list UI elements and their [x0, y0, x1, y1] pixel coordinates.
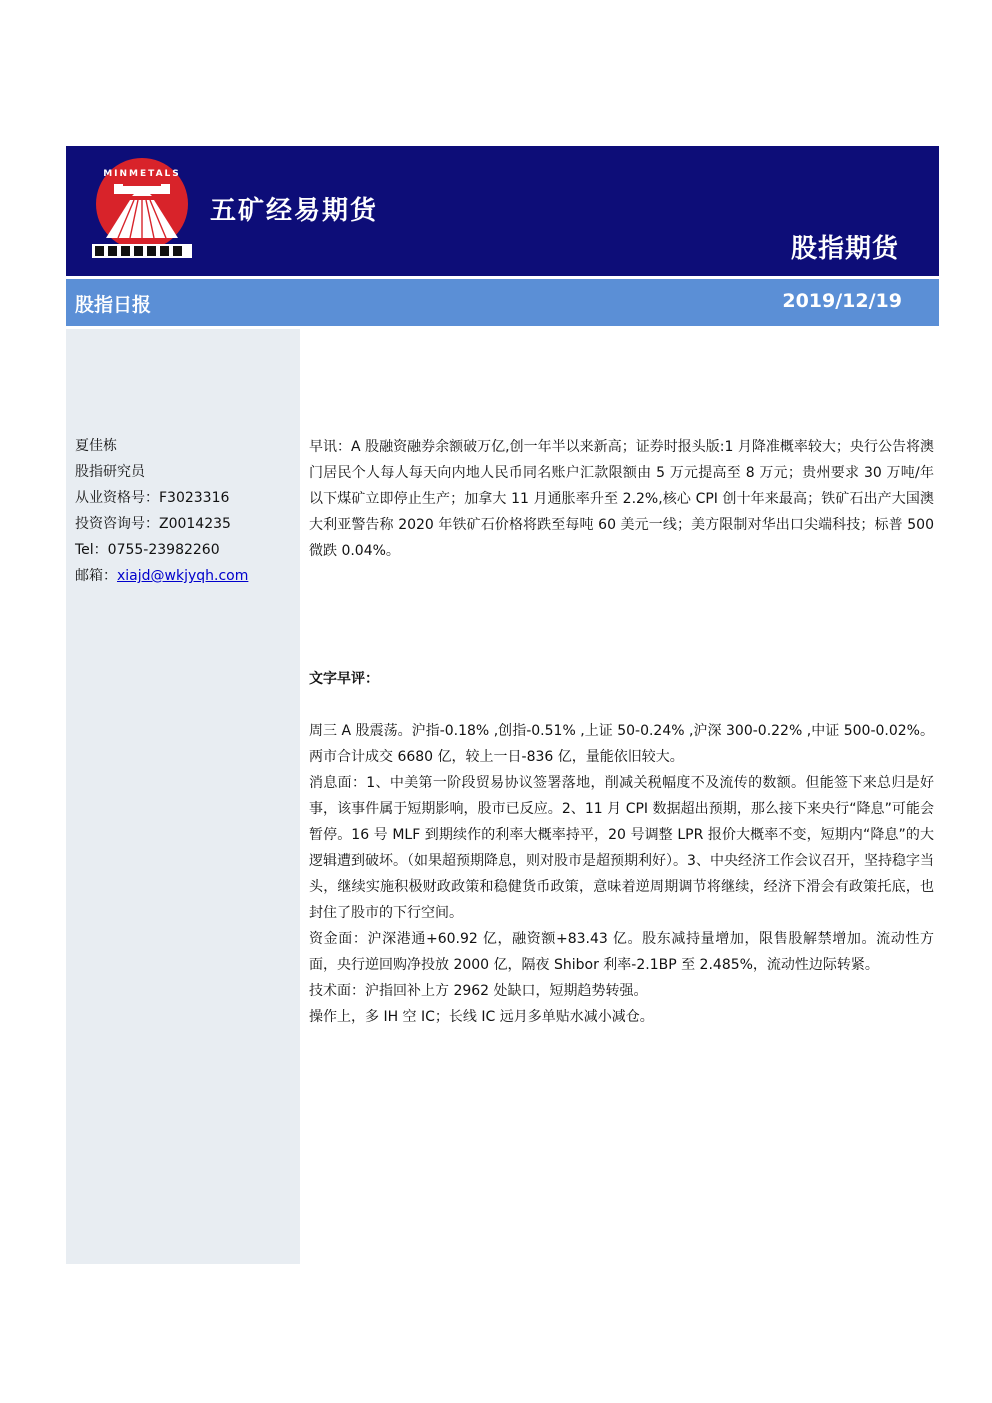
- author-name: 夏佳栋: [75, 438, 117, 454]
- header-banner: [66, 146, 939, 276]
- comment-title: 文字早评：: [309, 671, 379, 687]
- comment-paragraph: 技术面：沪指回补上方 2962 处缺口，短期趋势转强。: [309, 983, 648, 999]
- author-title: 股指研究员: [75, 464, 145, 480]
- email-label: 邮箱：: [75, 568, 117, 584]
- author-email-row: [75, 563, 248, 589]
- report-subbar: [66, 279, 939, 326]
- comment-paragraph: 资金面：沪深港通+60.92 亿，融资额+83.43 亿。股东减持量增加，限售股解禁增加。流动性方面，央行逆回购净投放 2000 亿，隔夜 Shibor 利率-2.1BP 至 2.485%，流动性边际转紧。: [309, 931, 934, 973]
- author-consulting-number: 投资咨询号：Z0014235: [75, 516, 231, 532]
- comment-paragraph: 操作上，多 IH 空 IC；长线 IC 远月多单贴水减小减仓。: [309, 1009, 654, 1025]
- comment-paragraph: 周三 A 股震荡。沪指-0.18% ,创指-0.51% ,上证 50-0.24% ,沪深 300-0.22% ,中证 500-0.02%。两市合计成交 6680 亿，较上一日-836 亿，量能依旧较大。: [309, 723, 934, 765]
- morning-comment: [309, 718, 934, 1030]
- report-date: 2019/12/19: [782, 290, 902, 312]
- minmetals-logo: [88, 156, 196, 264]
- comment-paragraph: 消息面：1、中美第一阶段贸易协议签署落地，削减关税幅度不及流传的数额。但能签下来总归是好事，该事件属于短期影响，股市已反应。2、11 月 CPI 数据超出预期，那么接下来央行“降息”可能会暂停。16 号 MLF 到期续作的利率大概率持平，20 号调整 LPR 报价大概率不变，短期内“降息”的大逻辑遭到破坏。（如果超预期降息，则对股市是超预期利好）。3、中央经济工作会议召开，坚持稳字当头，继续实施积极财政政策和稳健货币政策，意味着逆周期调节将继续，经济下滑会有政策托底，也封住了股市的下行空间。: [309, 775, 934, 921]
- email-link[interactable]: xiajd@wkjyqh.com: [117, 568, 249, 584]
- author-info: [75, 433, 248, 589]
- company-name: 五矿经易期货: [210, 196, 379, 226]
- logo-text: MINMETALS: [103, 169, 181, 179]
- morning-news: 早讯：A 股融资融券余额破万亿,创一年半以来新高；证券时报头版:1 月降准概率较大；央行公告将澳门居民个人每人每天向内地人民币同名账户汇款限额由 5 万元提高至 8 万元；贵州要求 30 万吨/年以下煤矿立即停止生产；加拿大 11 月通胀率升至 2.2%,核心 CPI 创十年来最高；铁矿石出产大国澳大利亚警告称 2020 年铁矿石价格将跌至每吨 60 美元一线；美方限制对华出口尖端科技；标普 500 微跌 0.04%。: [309, 439, 934, 559]
- author-sidebar: [66, 329, 300, 1264]
- report-type: 股指日报: [75, 294, 152, 316]
- author-qualification: 从业资格号：F3023316: [75, 490, 230, 506]
- report-category: 股指期货: [790, 234, 899, 264]
- author-tel: Tel：0755-23982260: [75, 542, 220, 558]
